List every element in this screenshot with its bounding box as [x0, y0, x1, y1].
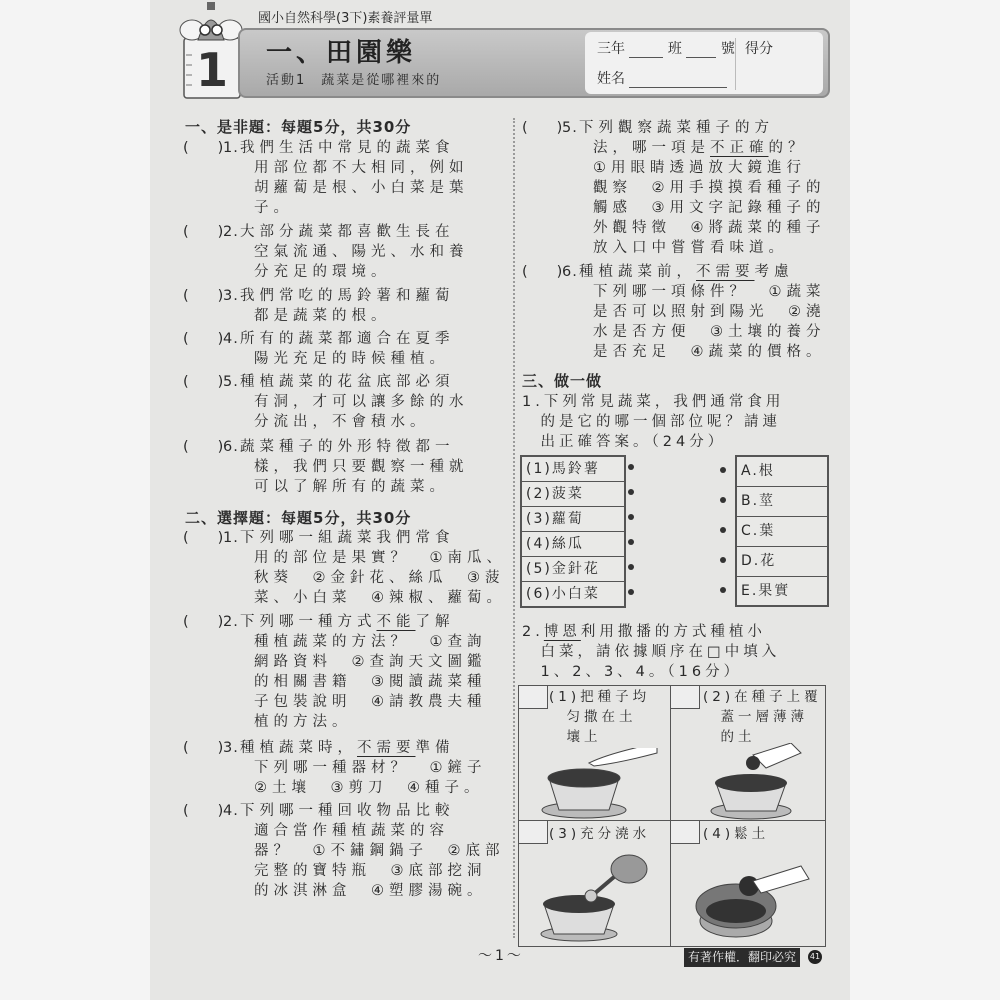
vegetable-item: (2)菠菜 — [522, 482, 624, 507]
column-divider — [513, 118, 515, 938]
question-line: 都是蔬菜的根。 — [254, 308, 391, 324]
question-line: 的相關書籍 ③閱讀蔬菜種 — [254, 674, 487, 690]
question-number: 5. — [562, 120, 578, 136]
question-number: 1. — [223, 140, 239, 156]
plant-part-item: C.葉 — [737, 517, 827, 547]
question-number: 1. — [223, 530, 239, 546]
question-line: 適合當作種植蔬菜的容 — [254, 823, 449, 839]
vegetable-connect-dot[interactable] — [628, 489, 634, 495]
question-text — [240, 528, 506, 608]
q2-number: 2. — [522, 624, 544, 640]
question-text — [240, 437, 469, 497]
question-number: 5. — [223, 374, 239, 390]
question-line — [240, 612, 487, 632]
answer-blank[interactable]: ( ) — [183, 224, 224, 240]
question-text — [240, 138, 469, 218]
text-segment: 下列哪一種方式 — [240, 614, 377, 630]
answer-blank[interactable]: ( ) — [183, 331, 224, 347]
question-line: 用的部位是果實？ ①南瓜、 — [254, 550, 506, 566]
loosen-soil-icon — [691, 851, 821, 943]
part-connect-dot[interactable] — [720, 587, 726, 593]
question-line: 我們生活中常見的蔬菜食 — [240, 140, 455, 156]
q2-text: 利用撒播的方式種植小 — [580, 624, 766, 640]
question-text — [240, 222, 469, 282]
question-text — [579, 118, 826, 258]
score-divider — [735, 38, 736, 90]
person-name: 博恩 — [543, 624, 581, 640]
step-cell — [671, 821, 825, 946]
question-line: 用部位都不大相同，例如 — [254, 160, 469, 176]
grade-label: 三年 — [597, 41, 625, 57]
seat-label: 號 — [720, 41, 735, 57]
question-line: 器？ ①不鏽鋼鍋子 ②底部 — [254, 843, 505, 859]
q1-line: 出正確答案。（24分） — [522, 434, 727, 450]
question-line: 下列哪一項條件？ ①蔬菜 — [593, 284, 826, 300]
vegetable-item: (3)蘿蔔 — [522, 507, 624, 532]
vegetable-connect-dot[interactable] — [628, 464, 634, 470]
unit-title: 一、田園樂 — [266, 38, 417, 68]
question-text — [240, 329, 455, 369]
step-label: (3)充分澆水 — [549, 826, 651, 842]
order-answer-box[interactable] — [519, 821, 548, 844]
question-line: 植的方法。 — [254, 714, 352, 730]
step-label: (2)在種子上覆 蓋一層薄薄 的土 — [703, 689, 822, 745]
question-text — [240, 612, 487, 732]
question-line: 大部分蔬菜都喜歡生長在 — [240, 224, 455, 240]
part-connect-dot[interactable] — [720, 557, 726, 563]
seat-field[interactable] — [686, 43, 716, 58]
question-text — [240, 738, 487, 798]
plant-part-list — [735, 455, 829, 607]
question-line: 胡蘿蔔是根、小白菜是葉 — [254, 180, 469, 196]
class-field[interactable] — [629, 43, 663, 58]
question-line: 是否可以照射到陽光 ②澆 — [593, 304, 826, 320]
question-line: 是否充足 ④蔬菜的價格。 — [593, 344, 826, 360]
order-answer-box[interactable] — [671, 821, 700, 844]
emphasis-text: 不正確 — [710, 140, 769, 156]
question-number: 6. — [562, 264, 578, 280]
question-number: 3. — [223, 288, 239, 304]
question-line: 水是否方便 ③土壤的養分 — [593, 324, 826, 340]
question-number: 4. — [223, 803, 239, 819]
question-line: 可以了解所有的蔬菜。 — [254, 479, 449, 495]
answer-blank[interactable]: ( ) — [183, 614, 224, 630]
question-line — [240, 738, 487, 758]
text-segment: 法，哪一項是 — [593, 140, 710, 156]
answer-blank[interactable]: ( ) — [183, 374, 224, 390]
step-label: (1)把種子均 匀撒在土 壤上 — [549, 689, 651, 745]
question-line: 觸感 ③用文字記錄種子的 — [593, 200, 826, 216]
question-line: ②土壤 ③剪刀 ④種子。 — [254, 780, 484, 796]
question-text — [240, 286, 455, 326]
question-line: 子。 — [254, 200, 293, 216]
step-cell — [519, 821, 671, 946]
vegetable-connect-dot[interactable] — [628, 564, 634, 570]
vegetable-list — [520, 455, 626, 608]
vegetable-item: (1)馬鈴薯 — [522, 457, 624, 482]
sowing-steps-grid — [518, 685, 826, 947]
question-line: 蔬菜種子的外形特徵都一 — [240, 439, 455, 455]
question-line: 菜、小白菜 ④辣椒、蘿蔔。 — [254, 590, 506, 606]
question-number: 2. — [223, 224, 239, 240]
part-connect-dot[interactable] — [720, 467, 726, 473]
copyright-label: 有著作權．翻印必究 — [684, 948, 800, 967]
question-line: 下列哪一種器材？ ①鏟子 — [254, 760, 487, 776]
q2-line: 1、2、3、4。（16分） — [522, 664, 743, 680]
vegetable-item: (5)金針花 — [522, 557, 624, 582]
plant-part-item: B.莖 — [737, 487, 827, 517]
answer-blank[interactable]: ( ) — [183, 740, 224, 756]
question-line: ①用眼睛透過放大鏡進行 — [593, 160, 806, 176]
part-connect-dot[interactable] — [720, 527, 726, 533]
order-answer-box[interactable] — [519, 686, 548, 709]
vegetable-connect-dot[interactable] — [628, 589, 634, 595]
section3-q2-text — [522, 622, 780, 682]
section2-title: 二、選擇題：每題5分，共30分 — [185, 509, 412, 527]
activity-title: 活動1 蔬菜是從哪裡來的 — [266, 73, 442, 88]
part-connect-dot[interactable] — [720, 497, 726, 503]
section1-title: 一、是非題：每題5分，共30分 — [185, 118, 412, 136]
answer-blank[interactable]: ( ) — [183, 288, 224, 304]
question-line: 有洞，才可以讓多餘的水 — [254, 394, 469, 410]
section3-title: 三、做一做 — [522, 372, 603, 390]
text-segment: 種植蔬菜時， — [240, 740, 357, 756]
question-line — [579, 138, 826, 158]
step-cell — [519, 686, 671, 821]
answer-blank[interactable]: ( ) — [183, 439, 224, 455]
q2-line — [522, 622, 780, 642]
question-number: 6. — [223, 439, 239, 455]
answer-blank[interactable]: ( ) — [183, 140, 224, 156]
q1-line: 1.下列常見蔬菜，我們通常食用 — [522, 394, 785, 410]
unit-number: 1 — [196, 43, 229, 97]
name-label: 姓名 — [597, 71, 625, 87]
answer-blank[interactable]: ( ) — [522, 120, 563, 136]
question-line: 的冰淇淋盒 ④塑膠湯碗。 — [254, 883, 487, 899]
question-number: 3. — [223, 740, 239, 756]
step-cell — [671, 686, 825, 821]
question-line: 下列哪一組蔬菜我們常食 — [240, 530, 455, 546]
emphasis-text: 不能 — [376, 614, 416, 630]
pot-covering-icon — [691, 743, 821, 821]
question-line: 網路資料 ②查詢天文圖鑑 — [254, 654, 487, 670]
emphasis-text: 不需要 — [696, 264, 755, 280]
question-line: 樣，我們只要觀察一種就 — [254, 459, 469, 475]
plant-part-item: E.果實 — [741, 583, 791, 599]
question-text — [579, 262, 826, 362]
class-label: 班 — [667, 41, 682, 57]
order-answer-box[interactable] — [671, 686, 700, 709]
question-line: 完整的寶特瓶 ③底部挖洞 — [254, 863, 487, 879]
answer-blank[interactable]: ( ) — [183, 803, 224, 819]
watering-can-icon — [529, 849, 659, 944]
question-line: 種植蔬菜的花盆底部必須 — [240, 374, 455, 390]
pot-sowing-icon — [539, 748, 659, 820]
question-text — [240, 801, 505, 901]
name-field[interactable] — [629, 73, 727, 88]
page-number: ～1～ — [478, 948, 524, 964]
question-line: 子包裝說明 ④請教農夫種 — [254, 694, 487, 710]
text-segment: 準備 — [415, 740, 455, 756]
question-number: 4. — [223, 331, 239, 347]
vegetable-item: (6)小白菜 — [526, 586, 600, 602]
question-line: 所有的蔬菜都適合在夏季 — [240, 331, 455, 347]
question-line: 下列哪一種回收物品比較 — [240, 803, 455, 819]
question-line: 觀察 ②用手摸摸看種子的 — [593, 180, 826, 196]
question-line — [579, 262, 826, 282]
question-line: 秋葵 ②金針花、絲瓜 ③菠 — [254, 570, 505, 586]
question-line: 種植蔬菜的方法？ ①查詢 — [254, 634, 487, 650]
question-number: 2. — [223, 614, 239, 630]
question-text — [240, 372, 469, 432]
text-segment: 了解 — [415, 614, 455, 630]
text-segment: 考慮 — [754, 264, 794, 280]
student-info-box — [585, 32, 823, 94]
series-title: 國小自然科學(3下)素養評量單 — [258, 11, 433, 26]
question-line: 分流出，不會積水。 — [254, 414, 430, 430]
question-line: 我們常吃的馬鈴薯和蘿蔔 — [240, 288, 455, 304]
text-segment: 種植蔬菜前， — [579, 264, 696, 280]
vegetable-connect-dot[interactable] — [628, 514, 634, 520]
question-line: 放入口中嘗嘗看味道。 — [593, 240, 788, 256]
section3-q1-text — [522, 392, 784, 452]
plant-part-item: D.花 — [737, 547, 827, 577]
question-line: 空氣流通、陽光、水和養 — [254, 244, 469, 260]
question-line: 分充足的環境。 — [254, 264, 391, 280]
vegetable-connect-dot[interactable] — [628, 539, 634, 545]
q2-line: 白菜，請依據順序在□中填入 — [522, 644, 781, 660]
score-label: 得分 — [745, 41, 773, 57]
vegetable-item: (4)絲瓜 — [522, 532, 624, 557]
question-line: 陽光充足的時候種植。 — [254, 351, 449, 367]
answer-blank[interactable]: ( ) — [183, 530, 224, 546]
page-badge: 41 — [808, 950, 822, 964]
text-segment: 的？ — [768, 140, 808, 156]
emphasis-text: 不需要 — [357, 740, 416, 756]
question-line: 下列觀察蔬菜種子的方 — [579, 120, 774, 136]
step-label: (4)鬆土 — [703, 826, 770, 842]
q1-line: 的是它的哪一個部位呢？請連 — [522, 414, 781, 430]
question-line: 外觀特徵 ④將蔬菜的種子 — [593, 220, 826, 236]
answer-blank[interactable]: ( ) — [522, 264, 563, 280]
plant-part-item: A.根 — [737, 457, 827, 487]
